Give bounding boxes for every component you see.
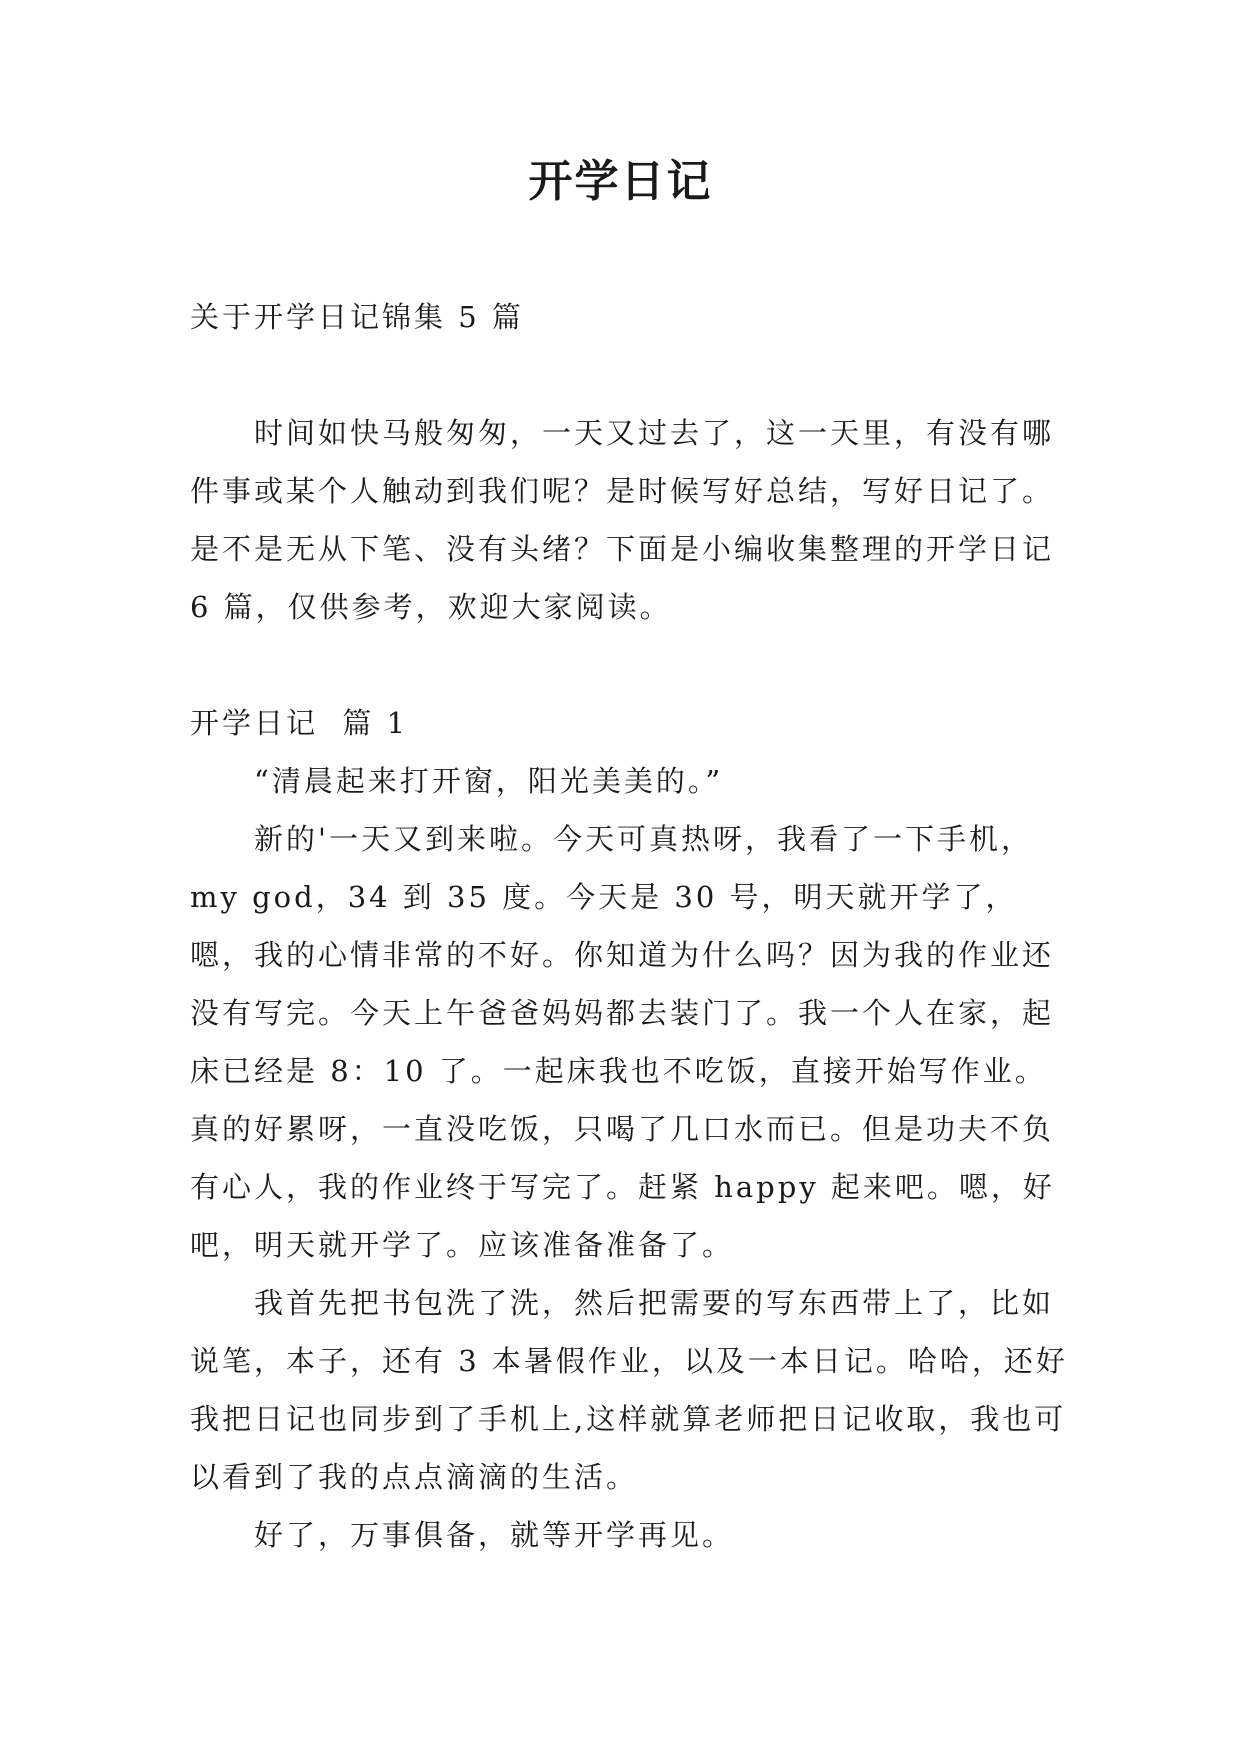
document-subtitle: 关于开学日记锦集 5 篇 xyxy=(190,300,524,334)
section-heading: 开学日记 篇 1 xyxy=(190,706,409,740)
entry-paragraph: 我首先把书包洗了洗，然后把需要的写东西带上了，比如说笔，本子，还有 3 本暑假作业，以及一本日记。哈哈，还好我把日记也同步到了手机上,这样就算老师把日记收取，我也可以看到了我的点点滴滴的生活。 xyxy=(190,1286,1068,1494)
entry-paragraph: “清晨起来打开窗，阳光美美的。” xyxy=(254,764,724,798)
diary-entry xyxy=(190,752,1070,1564)
document-title: 开学日记 xyxy=(528,156,713,207)
entry-paragraph: 好了，万事俱备，就等开学再见。 xyxy=(254,1518,735,1552)
intro-paragraph: 时间如快马般匆匆，一天又过去了，这一天里，有没有哪件事或某个人触动到我们呢？是时候写好总结，写好日记了。是不是无从下笔、没有头绪？下面是小编收集整理的开学日记 6 篇，仅供参考，欢迎大家阅读。 xyxy=(190,416,1055,624)
entry-paragraph: 新的'一天又到来啦。今天可真热呀，我看了一下手机，my god，34 到 35 度。今天是 30 号，明天就开学了，嗯，我的心情非常的不好。你知道为什么吗？因为我的作业还没有写完。今天上午爸爸妈妈都去装门了。我一个人在家，起床已经是 8：10 了。一起床我也不吃饭，直接开始写作业。真的好累呀，一直没吃饭，只喝了几口水而已。但是功夫不负有心人，我的作业终于写完了。赶紧 happy 起来吧。嗯，好吧，明天就开学了。应该准备准备了。 xyxy=(190,822,1055,1262)
